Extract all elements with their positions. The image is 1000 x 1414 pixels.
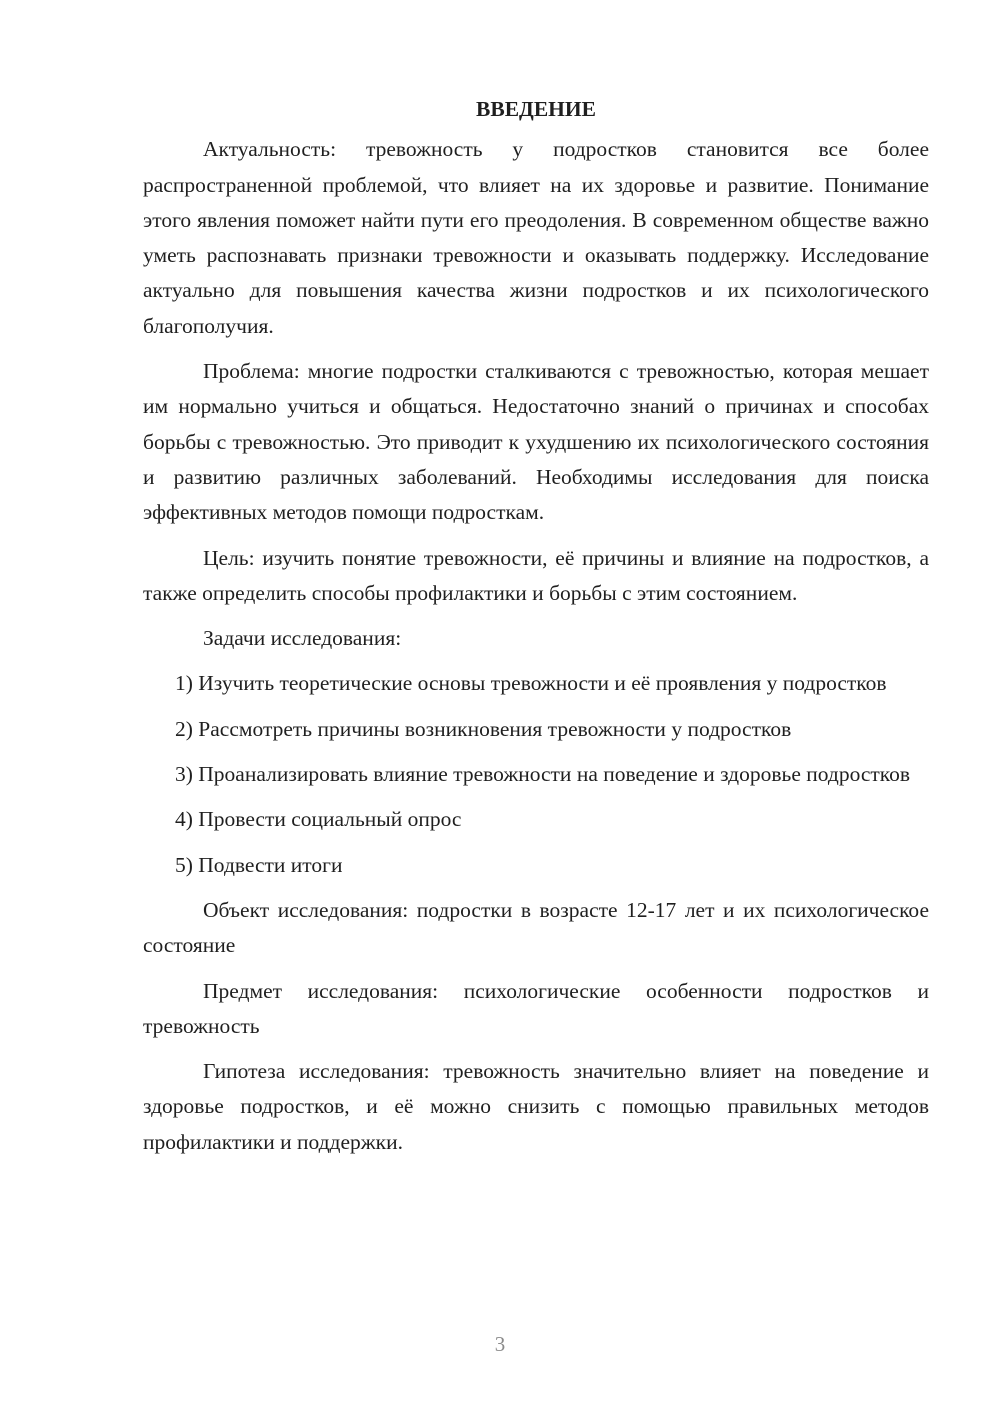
paragraph-hypothesis: Гипотеза исследования: тревожность значительно влияет на поведение и здоровье подростков, и её можно снизить с помощью правильных методов профилактики и поддержки. bbox=[143, 1059, 929, 1154]
paragraph-object: Объект исследования: подростки в возрасте 12-17 лет и их психологическое состояние bbox=[143, 897, 929, 958]
paragraph-tasks-heading: Задачи исследования: bbox=[203, 626, 402, 651]
task-item-2: 2) Рассмотреть причины возникновения тревожности у подростков bbox=[175, 716, 792, 741]
paragraph-problem: Проблема: многие подростки сталкиваются с тревожностью, которая мешает им нормально учиться и общаться. Недостаточно знаний о причинах и способах борьбы с тревожностью. Это приводит к ухудшению их психологического состояния и развитию различных заболеваний. Необходимы исследования для поиска эффективных методов помощи подросткам. bbox=[143, 359, 929, 525]
task-item-5: 5) Подвести итоги bbox=[175, 852, 343, 877]
section-title: ВВЕДЕНИЕ bbox=[476, 97, 596, 121]
page-number: 3 bbox=[494, 1332, 506, 1356]
document-page bbox=[143, 92, 929, 1170]
task-item-1: 1) Изучить теоретические основы тревожности и её проявления у подростков bbox=[175, 671, 887, 696]
paragraph-goal: Цель: изучить понятие тревожности, её причины и влияние на подростков, а также определить способы профилактики и борьбы с этим состоянием. bbox=[143, 545, 929, 605]
task-item-4: 4) Провести социальный опрос bbox=[175, 807, 462, 832]
paragraph-subject: Предмет исследования: психологические особенности подростков и тревожность bbox=[143, 978, 929, 1038]
paragraph-relevance: Актуальность: тревожность у подростков становится все более распространенной проблемой, что влияет на их здоровье и развитие. Понимание этого явления поможет найти пути его преодоления. В современном обществе важно уметь распознавать признаки тревожности и оказывать поддержку. Исследование актуально для повышения качества жизни подростков и их психологического благополучия. bbox=[143, 137, 929, 338]
task-item-3: 3) Проанализировать влияние тревожности на поведение и здоровье подростков bbox=[175, 762, 911, 787]
